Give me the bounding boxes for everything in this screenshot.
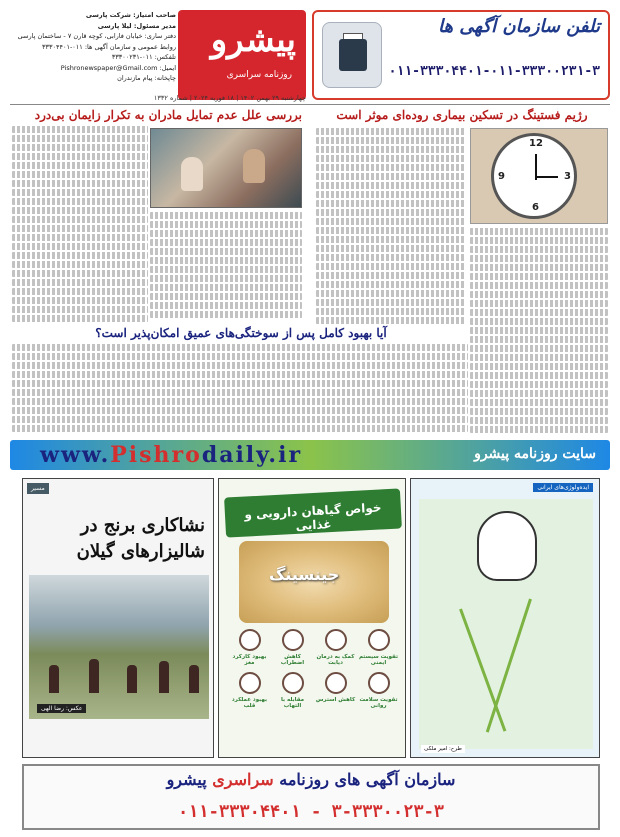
benefit-item: مقابله با التهاب [272,672,313,709]
heart-icon [239,672,261,694]
cartoon-credit: طرح: امیر ملکی [421,745,465,753]
header-divider [10,104,610,105]
rice-title: نشاکاری برنج در شالیزارهای گیلان [76,515,205,562]
imprint-email: ایمیل: Pishronewspaper@Gmail.com [60,63,176,72]
benefit-item: کمک به درمان دیابت [315,629,356,666]
article-body-labor-right [150,212,302,322]
bottom-ad-box [22,764,600,830]
newspaper-logo [178,10,306,100]
smile-icon [368,672,390,694]
imprint-manager: مدیر مسئول: لیلا پارسی [97,21,176,30]
benefit-item: بهبود عملکرد قلب [229,672,270,709]
website-banner[interactable] [10,440,610,470]
bottom-ad-title: سازمان آگهی های روزنامه سراسری پیشرو [166,770,456,789]
imprint-owner: صاحب امتیاز: شرکت پارسی [85,11,176,19]
ad-contact-title: تلفن سازمان آگهی ها [437,16,600,37]
masthead [10,10,610,102]
shield-icon [368,629,390,651]
article-body-fasting-right [470,228,608,434]
article-title-labor[interactable]: بررسی علل عدم تمایل مادران به تکرار زایمان بی‌درد [34,108,302,122]
dateline: چهارشنبه ۲۹ بهمن ۱۴۰۲ | ۱۸ فوریه ۲۰۲۴ | شماره ۱۳۳۲ [153,94,306,102]
imprint-block [10,10,176,100]
bottom-ad-phones: ۰۱۱-۳۳۳۰۴۴۰۱ - ۳-۳۳۳۰۰۲۳-۳ [177,802,445,822]
hospital-photo [150,128,302,208]
rice-tag: مسیر [27,483,49,494]
logo-name: پیشرو [210,20,296,60]
benefit-item: تقویت سلامت روانی [358,672,399,709]
ad-contact-phones: ۰۱۱-۳۳۳۰۴۴۰۱-۰۱۱-۳۳۳۰۰۲۳۱-۳ [388,64,600,79]
website-label: سایت روزنامه پیشرو [474,446,596,462]
article-body-fasting-left [316,128,466,324]
imprint-tel: تلفکس: ۰۱۱-۳۳۳۰۰۲۳۱ [111,53,176,61]
cartoon-tag: ایده‌ولوژی‌های ایرانی [533,483,593,492]
clock-plate-photo [470,128,608,224]
article-body-labor-left [12,126,148,322]
benefit-item: کاهش اضطراب [272,629,313,666]
benefit-item: کاهش استرس [315,672,356,709]
benefit-item: تقویت سیستم ایمنی [358,629,399,666]
imprint-ads: روابط عمومی و سازمان آگهی ها: ۰۱۱-۳۳۳۰۴۴۰۱ [42,42,176,51]
rice-caption: عکس: رضا الهی [37,704,86,713]
cartoon-illustration [419,499,593,749]
website-url[interactable]: www.Pishrodaily.ir [40,442,303,468]
fax-icon [322,22,382,88]
logo-subtitle: روزنامه سراسری [226,70,292,80]
lungs-icon [325,672,347,694]
rice-panel [22,478,214,758]
flame-icon [282,672,304,694]
article-title-fasting[interactable]: رژیم فستینگ در تسکین بیماری روده‌ای موثر است [336,108,588,122]
brain-icon [239,629,261,651]
clock-icon: 12 3 6 9 [491,133,577,219]
benefits-grid [229,629,399,709]
drop-icon [325,629,347,651]
ad-contact-box [312,10,610,100]
cartoon-panel [410,478,600,758]
herbs-title: خواص گیاهان دارویی و غذایی [224,488,402,537]
herb-name: جینسینگ [269,565,340,584]
benefit-item: بهبود کارکرد مغز [229,629,270,666]
head-icon [282,629,304,651]
rice-field-photo [29,575,209,719]
article-body-burns [12,344,468,434]
imprint-office: دفتر ساری: خیابان فارابی، کوچه قارن ۷ - ساختمان پارسی [17,32,176,40]
imprint-print: چاپخانه: پیام مازندران [117,74,176,82]
herbs-panel [218,478,406,758]
article-title-burns[interactable]: آیا بهبود کامل پس از سوختگی‌های عمیق امکان‌پذیر است؟ [95,326,387,340]
